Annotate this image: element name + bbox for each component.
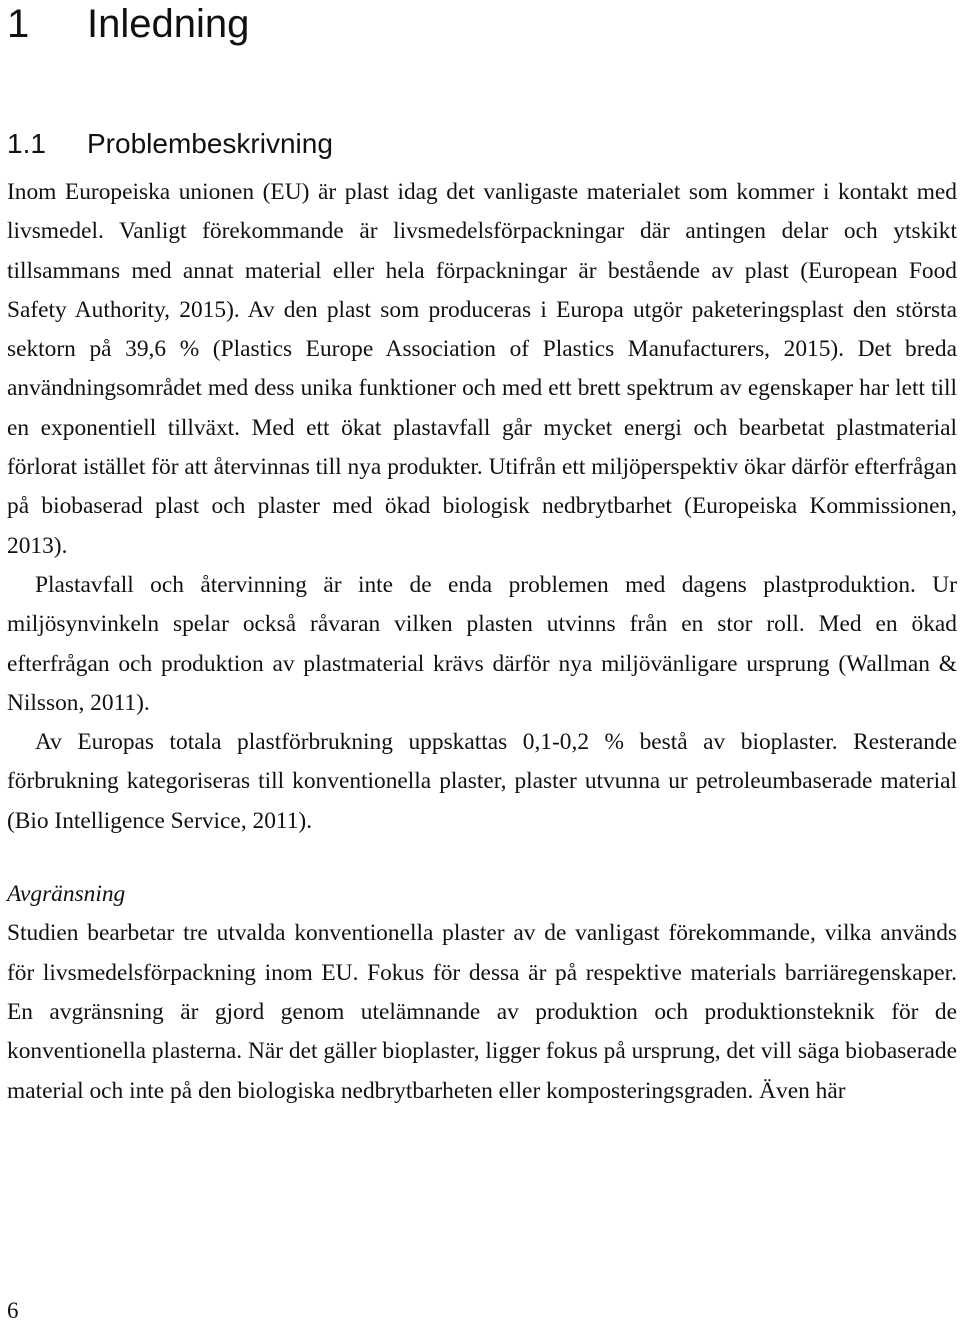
- section-title: Problembeskrivning: [87, 128, 333, 159]
- subsection-heading: Avgränsning: [7, 881, 126, 908]
- section-heading: [7, 126, 333, 162]
- subsection-paragraph: Studien bearbetar tre utvalda konventionella plaster av de vanligast förekommande, vilka används för livsmedelsförpackning inom EU. Fokus för dessa är på respektive materials barriäregenskaper. En avgränsning är gjord genom utelämnande av produktion och produktionsteknik för de konventionella plasterna. När det gäller bioplaster, ligger fokus på ursprung, det vill säga biobaserade material och inte på den biologiska nedbrytbarheten eller komposteringsgraden. Även här: [7, 920, 957, 1104]
- paragraph-2: Plastavfall och återvinning är inte de enda problemen med dagens plastproduktion. Ur miljösynvinkeln spelar också råvaran vilken plasten utvinns från en stor roll. Med en ökad efterfrågan och produktion av plastmaterial krävs därför nya miljövänligare ursprung (Wallman & Nilsson, 2011).: [7, 571, 957, 716]
- chapter-heading: [7, 0, 249, 48]
- paragraph-3: Av Europas totala plastförbrukning uppskattas 0,1-0,2 % bestå av bioplaster. Resterande förbrukning kategoriseras till konventionella plaster, plaster utvunna ur petroleumbaserade material (Bio Intelligence Service, 2011).: [7, 729, 957, 834]
- section-gap: [7, 841, 957, 875]
- page-number: 6: [7, 1298, 19, 1323]
- chapter-number: 1: [7, 2, 30, 46]
- chapter-title: Inledning: [87, 2, 250, 46]
- section-number: 1.1: [7, 128, 46, 159]
- paragraph-1: Inom Europeiska unionen (EU) är plast idag det vanligaste materialet som kommer i kontakt med livsmedel. Vanligt förekommande är livsmedelsförpackningar där antingen delar och ytskikt tillsammans med annat material eller hela förpackningar är bestående av plast (European Food Safety Authority, 2015). Av den plast som produceras i Europa utgör paketeringsplast den största sektorn på 39,6 % (Plastics Europe Association of Plastics Manufacturers, 2015). Det breda användningsområdet med dess unika funktioner och med ett brett spektrum av egenskaper har lett till en exponentiell tillväxt. Med ett ökat plastavfall går mycket energi och bearbetat plastmaterial förlorat istället för att återvinnas till nya produkter. Utifrån ett miljöperspektiv ökar därför efterfrågan på biobaserad plast och plaster med ökad biologisk nedbrytbarhet (Europeiska Kommissionen, 2013).: [7, 179, 957, 559]
- body-text: [7, 173, 957, 1111]
